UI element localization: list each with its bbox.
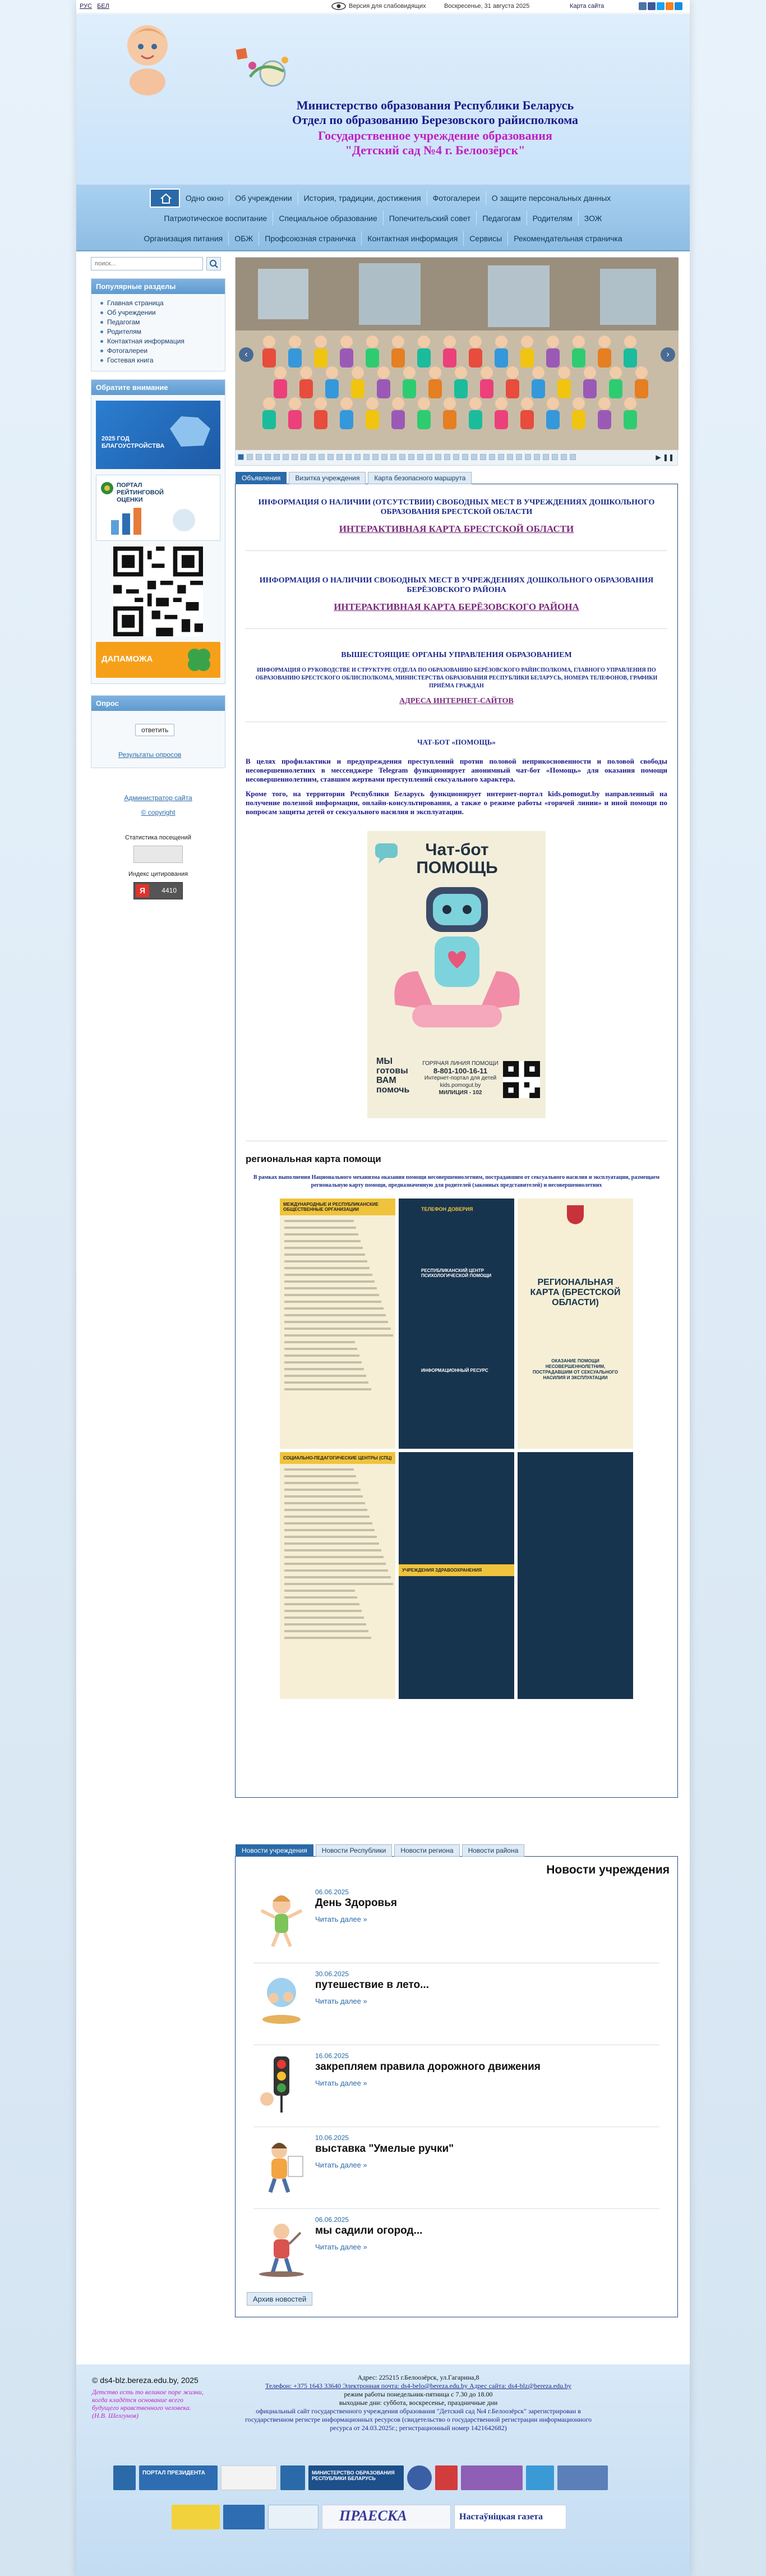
card-mid-heading: ТЕЛЕФОН ДОВЕРИЯ — [421, 1206, 473, 1212]
ministry-banner-text: МИНИСТЕРСТВО ОБРАЗОВАНИЯ РЕСПУБЛИКИ БЕЛАРУСЬ — [312, 2470, 395, 2481]
popular-item[interactable]: Контактная информация — [107, 337, 225, 346]
year-banner[interactable] — [96, 401, 220, 469]
kids-portal: Интернет-портал для детей kids.pomogut.by — [424, 1075, 497, 1089]
card-text-line — [284, 1603, 359, 1605]
slider-dot[interactable] — [480, 454, 486, 460]
divider — [246, 628, 667, 629]
news-date: 10.06.2025 — [315, 2134, 349, 2142]
chatbot-paragraph-2: Кроме того, на территории Республики Беларусь функционирует интернет-портал kids.pomogut.by направленный на получение полезной информации, онлайн-консультирования, а также о режиме работы «горячей линии» и иной помощи по вопросам защиты детей от сексуального насилия и эксплуатации. — [246, 789, 667, 816]
card-text-line — [284, 1502, 365, 1504]
menu-item-union[interactable]: Профсоюзная страничка — [259, 231, 362, 246]
card-text-line — [284, 1590, 355, 1592]
menu-item-one-window[interactable]: Одно окно — [180, 191, 230, 205]
slider-dot[interactable] — [292, 454, 298, 460]
poll-panel — [91, 695, 225, 768]
lang-ru-link[interactable]: РУС — [80, 3, 93, 10]
clover-icon — [182, 644, 216, 676]
announcements-content — [246, 494, 667, 1699]
poll-answer-button[interactable]: ответить — [135, 724, 174, 736]
card-right-subtitle: ОКАЗАНИЕ ПОМОЩИ НЕСОВЕРШЕННОЛЕТНИМ, ПОСТРАДАВШИМ ОТ СЕКСУАЛЬНОГО НАСИЛИЯ И ЭКСПЛУАТАЦИИ — [532, 1358, 619, 1380]
tab-safe-route[interactable]: Карта безопасного маршрута — [368, 472, 472, 484]
children-picnic-icon — [253, 1970, 310, 2032]
child-exercise-icon — [253, 1888, 310, 1950]
footer-address-line: Адрес: 225215 г.Белоозёрск, ул.Гагарина,8 — [357, 2373, 479, 2381]
card-text-line — [284, 1529, 375, 1531]
slider-dot[interactable] — [247, 454, 253, 460]
president-portal-banner[interactable] — [139, 2465, 218, 2490]
emblem-icon — [100, 481, 114, 495]
slider-dot[interactable] — [363, 454, 370, 460]
slider-dot[interactable] — [453, 454, 459, 460]
card-text-line — [284, 1354, 359, 1357]
card-panel-bottom-left — [280, 1452, 395, 1699]
menu-item-board[interactable]: Попечительский совет — [384, 211, 477, 226]
slider-dot[interactable] — [283, 454, 289, 460]
teachers-newspaper-banner[interactable] — [454, 2505, 566, 2529]
card-text-line — [284, 1220, 354, 1222]
card-text-line — [284, 1348, 357, 1350]
news-heading: Новости учреждения — [546, 1863, 670, 1876]
card-text-line — [284, 1375, 366, 1377]
card-panel-middle — [399, 1199, 514, 1449]
ministry-title: Министерство образования Республики Беларусь — [296, 98, 574, 112]
department-title: Отдел по образованию Березовского райисполкома — [292, 113, 579, 127]
search-box — [91, 257, 225, 273]
menu-row-2 — [76, 211, 690, 226]
news-archive-button[interactable]: Архив новостей — [247, 2292, 312, 2306]
news-title[interactable]: мы садили огород... — [315, 2225, 423, 2237]
ministry-banner[interactable] — [308, 2465, 404, 2490]
chatbot-heading: ЧАТ-БОТ «ПОМОЩЬ» — [417, 738, 496, 746]
slider-dot[interactable] — [435, 454, 441, 460]
hemisphere-banner[interactable] — [557, 2465, 608, 2490]
robot-icon — [379, 876, 536, 1044]
menu-row-1 — [76, 189, 690, 208]
poster-contacts — [421, 1060, 500, 1096]
qr-code[interactable] — [96, 547, 220, 636]
card-panel-left — [280, 1199, 395, 1449]
card-text-line — [284, 1549, 381, 1551]
news-title[interactable]: закрепляем правила дорожного движения — [315, 2061, 541, 2073]
toys-decoration-icon — [233, 38, 295, 94]
card-text-line — [284, 1522, 372, 1525]
card-bottom-left-lines — [280, 1468, 395, 1639]
card-text-line — [284, 1240, 361, 1242]
baby-logo-icon — [117, 17, 178, 96]
home-button[interactable] — [150, 189, 180, 208]
menu-item-safety[interactable]: ОБЖ — [229, 231, 259, 246]
card-text-line — [284, 1280, 375, 1283]
teachers-newspaper-text: Настаўніцкая газета — [459, 2512, 543, 2522]
menu-item-history[interactable]: История, традиции, достижения — [298, 191, 427, 205]
card-text-line — [284, 1617, 364, 1619]
mail-icon[interactable] — [675, 2, 682, 10]
card-bottom-mid-heading: УЧРЕЖДЕНИЯ ЗДРАВООХРАНЕНИЯ — [399, 1564, 514, 1576]
news-read-more[interactable]: Читать далее » — [315, 1997, 367, 2005]
dapamozha-text: ДАПАМОЖА — [101, 654, 153, 664]
menu-row-3 — [76, 231, 690, 246]
card-text-line — [284, 1536, 377, 1538]
card-text-line — [284, 1475, 356, 1477]
poster-help-text: МЫ готовы ВАМ помочь — [376, 1057, 410, 1095]
dapamozha-banner[interactable] — [96, 642, 220, 678]
card-text-line — [284, 1489, 361, 1491]
card-left-heading: МЕЖДУНАРОДНЫЕ И РЕСПУБЛИКАНСКИЕ ОБЩЕСТВЕННЫЕ ОРГАНИЗАЦИИ — [280, 1199, 395, 1215]
child-gardening-icon — [253, 2216, 310, 2277]
card-bottom-left-heading: СОЦИАЛЬНО-ПЕДАГОГИЧЕСКИЕ ЦЕНТРЫ (СПЦ) — [280, 1452, 395, 1464]
president-portal-text: ПОРТАЛ ПРЕЗИДЕНТА — [142, 2470, 205, 2476]
news-date: 16.06.2025 — [315, 2052, 349, 2060]
rating-portal-banner[interactable] — [96, 475, 220, 541]
social-links — [639, 2, 682, 10]
card-text-line — [284, 1610, 362, 1612]
news-date: 30.06.2025 — [315, 1970, 349, 1978]
card-text-line — [284, 1260, 367, 1262]
news-item — [253, 1963, 659, 2045]
yellow-banner[interactable] — [172, 2505, 220, 2529]
card-panel-bottom-middle — [399, 1452, 514, 1699]
slider-dot[interactable] — [444, 454, 450, 460]
card-text-line — [284, 1596, 357, 1599]
card-mid-center: РЕСПУБЛИКАНСКИЙ ЦЕНТР ПСИХОЛОГИЧЕСКОЙ ПОМОЩИ — [421, 1268, 492, 1278]
attention-panel — [91, 379, 225, 684]
child-painting-icon — [253, 2134, 310, 2196]
card-text-line — [284, 1388, 371, 1390]
slider-dot[interactable] — [301, 454, 307, 460]
slider-dot[interactable] — [238, 454, 244, 460]
slider-dot[interactable] — [354, 454, 361, 460]
card-panel-right — [518, 1199, 633, 1449]
card-left-lines — [280, 1220, 395, 1390]
poster-title: Чат-бот ПОМОЩЬ — [416, 841, 498, 877]
slider-dot[interactable] — [327, 454, 334, 460]
tab-announcements[interactable]: Объявления — [236, 472, 287, 484]
slider-dot[interactable] — [570, 454, 576, 460]
rating-portal-text: ПОРТАЛ РЕЙТИНГОВОЙ ОЦЕНКИ — [117, 482, 164, 503]
emblem-banner[interactable] — [113, 2465, 136, 2490]
news-tabs — [236, 1844, 524, 1857]
card-text-line — [284, 1637, 371, 1639]
slider-dot[interactable] — [498, 454, 504, 460]
card-text-line — [284, 1583, 393, 1585]
slider-dot[interactable] — [399, 454, 405, 460]
slider-dot[interactable] — [552, 454, 558, 460]
gerb-banner[interactable] — [407, 2465, 432, 2490]
slider-dot[interactable] — [408, 454, 414, 460]
news-date: 06.06.2025 — [315, 2216, 349, 2224]
card-text-line — [284, 1623, 366, 1626]
slider-dot[interactable] — [310, 454, 316, 460]
chat-bubble-icon — [374, 842, 400, 865]
slider-dot[interactable] — [507, 454, 513, 460]
card-text-line — [284, 1563, 386, 1565]
card-mid-resource: ИНФОРМАЦИОННЫЙ РЕСУРС — [421, 1368, 488, 1373]
card-text-line — [284, 1468, 354, 1471]
regional-map-title: региональная карта помощи — [246, 1154, 381, 1164]
divider — [246, 550, 667, 551]
chatbot-poster — [367, 831, 546, 1118]
news-block — [235, 1847, 678, 2317]
footer-contacts-line[interactable]: Телефон: +375 1643 33640 Электронная почта: ds4-belo@bereza.edu.by Адрес сайта: ds4-blz@bereza.edu.by — [265, 2382, 571, 2390]
vacancies-bereza-section — [246, 576, 667, 613]
card-text-line — [284, 1630, 368, 1632]
card-text-line — [284, 1509, 367, 1511]
main-menu — [76, 185, 690, 251]
authorities-heading: ВЫШЕСТОЯЩИЕ ОРГАНЫ УПРАВЛЕНИЯ ОБРАЗОВАНИЕМ — [341, 651, 572, 659]
card-text-line — [284, 1381, 368, 1384]
brest-map-link[interactable]: ИНТЕРАКТИВНАЯ КАРТА БРЕСТСКОЙ ОБЛАСТИ — [339, 524, 574, 534]
menu-item-services[interactable]: Сервисы — [464, 231, 508, 246]
poll-results-link[interactable]: Результаты опросов — [118, 751, 182, 759]
search-input[interactable] — [91, 257, 203, 270]
news-item — [253, 1881, 659, 1963]
copyright-link[interactable]: © copyright — [141, 809, 176, 816]
menu-item-about[interactable]: Об учреждении — [229, 191, 298, 205]
menu-item-food[interactable]: Организация питания — [138, 231, 229, 246]
announcements-tabs — [236, 472, 472, 484]
news-item — [253, 2045, 659, 2127]
slider-dot[interactable] — [345, 454, 352, 460]
logo-banner[interactable] — [268, 2505, 319, 2529]
slider-dot[interactable] — [561, 454, 567, 460]
card-text-line — [284, 1495, 363, 1498]
menu-item-parents[interactable]: Родителям — [527, 211, 579, 226]
poll-title: Опрос — [91, 696, 225, 711]
citation-counter[interactable] — [133, 882, 183, 899]
slider-next-button[interactable]: › — [661, 347, 675, 362]
card-text-line — [284, 1274, 372, 1276]
year-banner-text: 2025 ГОД БЛАГОУСТРОЙСТВА — [101, 435, 165, 449]
slider-dot[interactable] — [390, 454, 396, 460]
footer-quote: Детство есть то великое поре жизни, когда кладётся основание всего будущего нравственного человека. (Н.В. Шелгунов) — [92, 2388, 204, 2419]
blue-banner[interactable] — [526, 2465, 554, 2490]
card-text-line — [284, 1227, 356, 1229]
slider-dot[interactable] — [426, 454, 432, 460]
facebook-icon[interactable] — [648, 2, 656, 10]
footer-copyright: © ds4-blz.bereza.edu.by, 2025 — [92, 2376, 199, 2385]
accessibility-label: Версия для слабовидящих — [349, 3, 426, 10]
institution-type: Государственное учреждение образования — [318, 128, 552, 143]
card-text-line — [284, 1247, 363, 1249]
card-right-title: РЕГИОНАЛЬНАЯ КАРТА (БРЕСТСКОЙ ОБЛАСТИ) — [530, 1278, 621, 1307]
menu-item-teachers[interactable]: Педагогам — [477, 211, 527, 226]
card-text-line — [284, 1307, 384, 1310]
card-text-line — [284, 1314, 386, 1316]
twitter-icon[interactable] — [657, 2, 665, 10]
site-footer — [76, 2364, 690, 2576]
police-number: МИЛИЦИЯ - 102 — [439, 1090, 482, 1096]
news-read-more[interactable]: Читать далее » — [315, 2243, 367, 2251]
praeska-text: ПРАЕСКА — [339, 2508, 407, 2524]
left-sidebar — [91, 257, 225, 899]
home-icon — [160, 194, 172, 204]
site-wrapper — [76, 0, 690, 2576]
menu-item-personal-data[interactable]: О защите персональных данных — [491, 194, 611, 203]
menu-item-photos[interactable]: Фотогалереи — [427, 191, 486, 205]
menu-item-contacts[interactable]: Контактная информация — [362, 231, 464, 246]
news-title[interactable]: День Здоровья — [315, 1897, 397, 1909]
header-titles — [261, 98, 609, 158]
sitemap-link[interactable]: Карта сайта — [570, 3, 605, 10]
slider-play-pause[interactable]: ▶ ❚❚ — [656, 453, 674, 461]
card-text-line — [284, 1328, 391, 1330]
tab-region-news[interactable]: Новости региона — [394, 1844, 459, 1857]
qr-code-icon — [113, 547, 203, 636]
slider-dot[interactable] — [489, 454, 495, 460]
yandex-icon: Я — [136, 884, 149, 897]
popular-sections-title: Популярные разделы — [91, 279, 225, 294]
index-label: Индекс цитирования — [128, 871, 188, 878]
slider-dot[interactable] — [417, 454, 423, 460]
bereza-map-link[interactable]: ИНТЕРАКТИВНАЯ КАРТА БЕРЁЗОВСКОГО РАЙОНА — [334, 601, 579, 612]
slider-dot[interactable] — [336, 454, 343, 460]
popular-item[interactable]: Об учреждении — [107, 308, 225, 318]
regional-map-subtitle: В рамках выполнения Национального механизма оказания помощи несовершеннолетним, пострадавшим от сексуального насилия и эксплуатации, размещаем региональную карту помощи, предназначенную для родителей (законных представителей) и несовершеннолетних — [253, 1174, 660, 1188]
card-text-line — [284, 1542, 379, 1545]
praeska-banner[interactable] — [322, 2505, 451, 2529]
card-text-line — [284, 1341, 355, 1343]
popular-item[interactable]: Родителям — [107, 327, 225, 337]
institution-name: "Детский сад №4 г. Белоозёрск" — [345, 143, 525, 157]
card-text-line — [284, 1253, 365, 1256]
card-text-line — [284, 1233, 358, 1236]
vacancies-brest-heading: ИНФОРМАЦИЯ О НАЛИЧИИ (ОТСУТСТВИИ) СВОБОДНЫХ МЕСТ В УЧРЕЖДЕНИЯХ ДОШКОЛЬНОГО ОБРАЗОВАНИЯ БРЕСТСКОЙ ОБЛАСТИ — [258, 498, 655, 516]
stats-label: Статистика посещений — [125, 834, 191, 841]
popular-item[interactable]: Главная страница — [107, 299, 225, 308]
card-text-line — [284, 1361, 362, 1363]
popular-item[interactable]: Педагогам — [107, 318, 225, 327]
news-read-more[interactable]: Читать далее » — [315, 1915, 367, 1923]
slider-photo — [236, 258, 679, 450]
news-read-more[interactable]: Читать далее » — [315, 2079, 367, 2087]
slider-prev-button[interactable]: ‹ — [239, 347, 253, 362]
admin-block — [91, 794, 225, 899]
stats-counter[interactable] — [133, 846, 183, 863]
announcements-block — [235, 474, 678, 1798]
map-belarus-icon — [164, 412, 215, 451]
vacancies-bereza-heading: ИНФОРМАЦИЯ О НАЛИЧИИ СВОБОДНЫХ МЕСТ В УЧРЕЖДЕНИЯХ ДОШКОЛЬНОГО ОБРАЗОВАНИЯ БЕРЁЗОВСКОГО РАЙОНА — [259, 576, 654, 594]
card-text-line — [284, 1569, 388, 1572]
accessibility-link[interactable] — [331, 2, 426, 10]
slider-dots — [238, 454, 576, 460]
menu-item-patriotic[interactable]: Патриотическое воспитание — [158, 211, 273, 226]
current-date: Воскресенье, 31 августа 2025 — [444, 3, 530, 10]
slider-dot[interactable] — [372, 454, 379, 460]
purple-banner[interactable] — [461, 2465, 523, 2490]
news-item — [253, 2127, 659, 2209]
footer-address — [244, 2373, 592, 2432]
tab-business-card[interactable]: Визитка учреждения — [289, 472, 366, 484]
photo-slider — [235, 257, 678, 466]
coat-of-arms-icon — [566, 1204, 585, 1225]
news-read-more[interactable]: Читать далее » — [315, 2161, 367, 2169]
slider-dot[interactable] — [381, 454, 387, 460]
search-icon — [207, 258, 220, 270]
footer-registry-line: официальный сайт государственного учреждения образования "Детский сад №4 г.Белоозёрск" зарегистрирован в государственном регистре информационных ресурсов (свидетельство о государственной регистрации информационного ресурса от 24.03.2025г.; регистрационный номер 1421642682) — [244, 2407, 592, 2432]
tab-republic-news[interactable]: Новости Республики — [316, 1844, 393, 1857]
event-banner[interactable] — [221, 2465, 277, 2490]
popular-item[interactable]: Гостевая книга — [107, 356, 225, 365]
card-text-line — [284, 1294, 379, 1296]
shield-banner[interactable] — [223, 2505, 265, 2529]
group-photo-illustration — [236, 258, 679, 450]
card-text-line — [284, 1334, 393, 1337]
card-text-line — [284, 1556, 384, 1558]
footer-hours-line: режим работы понедельник-пятница с 7.30 до 18.00 — [344, 2390, 493, 2398]
card-text-line — [284, 1516, 370, 1518]
language-switch — [80, 3, 113, 10]
site-header — [76, 14, 690, 185]
chatbot-paragraph-1: В целях профилактики и предупреждения преступлений против половой неприкосновенности и половой свободы несовершеннолетних в мессенджере Telegram функционирует анонимный чат-бот «Помощь» для оказания помощи несовершеннолетним, ставшим жертвами преступлений сексуального характера. — [246, 757, 667, 783]
card-text-line — [284, 1321, 388, 1323]
slider-dot[interactable] — [274, 454, 280, 460]
websites-link[interactable]: АДРЕСА ИНТЕРНЕТ-САЙТОВ — [399, 697, 514, 705]
hotline-number: 8-801-100-16-11 — [433, 1067, 488, 1075]
slider-dot[interactable] — [471, 454, 477, 460]
citation-value: 4410 — [161, 887, 177, 894]
education-banner[interactable] — [280, 2465, 305, 2490]
popular-item[interactable]: Фотогалереи — [107, 346, 225, 356]
vacancies-brest-section — [246, 498, 667, 535]
admin-link[interactable]: Администратор сайта — [124, 794, 192, 802]
red-banner[interactable] — [435, 2465, 458, 2490]
attention-title: Обратите внимание — [91, 380, 225, 395]
card-panel-bottom-right — [518, 1452, 633, 1699]
lang-by-link[interactable]: БЕЛ — [97, 3, 109, 10]
news-date: 06.06.2025 — [315, 1888, 349, 1896]
card-text-line — [284, 1301, 381, 1303]
vk-icon[interactable] — [639, 2, 647, 10]
poster-qr-icon — [503, 1061, 540, 1098]
odnoklassniki-icon[interactable] — [666, 2, 673, 10]
authorities-section — [246, 650, 667, 706]
card-text-line — [284, 1267, 370, 1269]
card-text-line — [284, 1287, 377, 1289]
traffic-light-icon — [253, 2052, 310, 2114]
hotline-label: ГОРЯЧАЯ ЛИНИЯ ПОМОЩИ — [422, 1060, 499, 1067]
slider-dot[interactable] — [265, 454, 271, 460]
top-bar — [76, 0, 690, 13]
slider-dot[interactable] — [319, 454, 325, 460]
footer-days-off-line: выходные дни: суббота, воскресенье, праздничные дни — [339, 2399, 498, 2407]
tab-institution-news[interactable]: Новости учреждения — [236, 1844, 313, 1857]
menu-item-recommendations[interactable]: Рекомендательная страничка — [514, 234, 622, 243]
slider-dot[interactable] — [462, 454, 468, 460]
search-button[interactable] — [206, 257, 221, 270]
popular-sections-panel — [91, 278, 225, 371]
menu-item-special-education[interactable]: Специальное образование — [273, 211, 383, 226]
eye-icon — [331, 2, 346, 10]
card-text-line — [284, 1576, 391, 1578]
slider-dot[interactable] — [516, 454, 522, 460]
authorities-subtext: ИНФОРМАЦИЯ О РУКОВОДСТВЕ И СТРУКТУРЕ ОТДЕЛА ПО ОБРАЗОВАНИЮ БЕРЁЗОВСКОГО РАЙИСПОЛКОМА, ГЛАВНОГО УПРАВЛЕНИЯ ПО ОБРАЗОВАНИЮ БРЕСТСКОГО ОБЛИСПОЛКОМА, МИНИСТЕРСТВА ОБРАЗОВАНИЯ РЕСПУБЛИКИ БЕЛАРУСЬ, НОМЕРА ТЕЛЕФОНОВ, ГРАФИКИ ПРИЁМА ГРАЖДАН — [255, 667, 658, 689]
menu-item-health[interactable]: ЗОЖ — [584, 214, 602, 223]
news-item — [253, 2209, 659, 2291]
slider-dot[interactable] — [525, 454, 531, 460]
tab-district-news[interactable]: Новости района — [462, 1844, 525, 1857]
regional-help-card — [280, 1199, 633, 1699]
slider-dot[interactable] — [256, 454, 262, 460]
card-text-line — [284, 1368, 364, 1370]
card-text-line — [284, 1482, 358, 1484]
news-title[interactable]: путешествие в лето... — [315, 1979, 429, 1991]
slider-dot[interactable] — [534, 454, 540, 460]
chart-illustration-icon — [105, 503, 212, 537]
slider-dot[interactable] — [543, 454, 549, 460]
news-title[interactable]: выставка "Умелые ручки" — [315, 2143, 454, 2155]
